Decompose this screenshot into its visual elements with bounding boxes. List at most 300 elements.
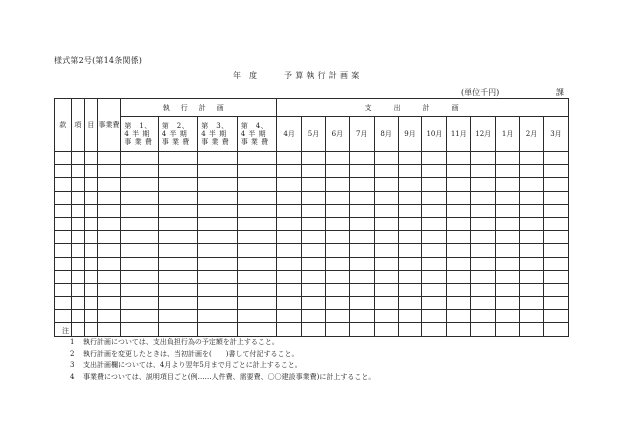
table-cell[interactable] <box>374 310 398 323</box>
table-cell[interactable] <box>97 283 121 296</box>
table-cell[interactable] <box>543 323 568 336</box>
table-cell[interactable] <box>422 204 447 217</box>
table-cell[interactable] <box>71 283 84 296</box>
table-cell[interactable] <box>277 244 302 257</box>
table-cell[interactable] <box>471 270 496 283</box>
table-cell[interactable] <box>543 297 568 310</box>
table-cell[interactable] <box>198 244 237 257</box>
table-cell[interactable] <box>71 204 84 217</box>
table-cell[interactable] <box>302 231 326 244</box>
table-cell[interactable] <box>158 178 197 191</box>
table-cell[interactable] <box>85 270 97 283</box>
table-cell[interactable] <box>398 270 422 283</box>
table-cell[interactable] <box>422 283 447 296</box>
table-cell[interactable] <box>198 204 237 217</box>
table-cell[interactable] <box>121 165 158 178</box>
table-cell[interactable] <box>349 297 374 310</box>
table-cell[interactable] <box>302 191 326 204</box>
table-cell[interactable] <box>543 152 568 165</box>
table-cell[interactable] <box>496 244 520 257</box>
table-cell[interactable] <box>543 257 568 270</box>
table-cell[interactable] <box>97 310 121 323</box>
table-cell[interactable] <box>71 231 84 244</box>
note-text: 支出計画欄については、4月より翌年5月まで月ごとに計上すること。 <box>83 361 302 370</box>
quarter-label-line: 4 半 期 <box>201 130 227 138</box>
table-cell[interactable] <box>398 283 422 296</box>
table-cell[interactable] <box>422 165 447 178</box>
table-cell[interactable] <box>520 323 544 336</box>
table-cell[interactable] <box>85 257 97 270</box>
quarter-label-line: 第 4、 <box>240 122 269 130</box>
table-cell[interactable] <box>374 152 398 165</box>
table-cell[interactable] <box>71 310 84 323</box>
table-cell[interactable] <box>398 165 422 178</box>
table-cell[interactable] <box>121 270 158 283</box>
table-cell[interactable] <box>447 244 471 257</box>
table-cell[interactable] <box>302 152 326 165</box>
table-row <box>55 297 569 310</box>
table-cell[interactable] <box>55 178 72 191</box>
table-cell[interactable] <box>55 152 72 165</box>
title-row <box>0 70 630 82</box>
table-cell[interactable] <box>85 310 97 323</box>
table-cell[interactable] <box>71 244 84 257</box>
table-cell[interactable] <box>520 257 544 270</box>
table-cell[interactable] <box>520 244 544 257</box>
table-cell[interactable] <box>325 270 349 283</box>
table-cell[interactable] <box>71 178 84 191</box>
table-cell[interactable] <box>71 257 84 270</box>
table-cell[interactable] <box>543 244 568 257</box>
table-cell[interactable] <box>85 297 97 310</box>
table-cell[interactable] <box>325 152 349 165</box>
table-cell[interactable] <box>496 217 520 230</box>
table-cell[interactable] <box>349 178 374 191</box>
table-cell[interactable] <box>374 165 398 178</box>
table-cell[interactable] <box>374 178 398 191</box>
header-month: 1月 <box>496 117 520 152</box>
table-cell[interactable] <box>85 191 97 204</box>
table-cell[interactable] <box>158 231 197 244</box>
table-cell[interactable] <box>85 178 97 191</box>
table-cell[interactable] <box>55 231 72 244</box>
table-cell[interactable] <box>374 204 398 217</box>
table-cell[interactable] <box>302 270 326 283</box>
table-cell[interactable] <box>237 152 276 165</box>
table-cell[interactable] <box>520 165 544 178</box>
table-cell[interactable] <box>277 165 302 178</box>
table-cell[interactable] <box>520 310 544 323</box>
table-cell[interactable] <box>121 217 158 230</box>
quarter-label-line: 事 業 費 <box>161 138 190 146</box>
table-cell[interactable] <box>277 178 302 191</box>
table-cell[interactable] <box>398 244 422 257</box>
quarter-label-line: 事 業 費 <box>124 138 153 146</box>
table-cell[interactable] <box>374 270 398 283</box>
table-cell[interactable] <box>198 257 237 270</box>
table-cell[interactable] <box>471 244 496 257</box>
table-cell[interactable] <box>496 297 520 310</box>
table-cell[interactable] <box>520 191 544 204</box>
table-cell[interactable] <box>302 165 326 178</box>
table-cell[interactable] <box>121 244 158 257</box>
table-cell[interactable] <box>71 152 84 165</box>
table-cell[interactable] <box>543 310 568 323</box>
header-expenditure-plan: 支出計画 <box>277 99 569 117</box>
table-cell[interactable] <box>71 270 84 283</box>
table-cell[interactable] <box>325 178 349 191</box>
table-cell[interactable] <box>398 231 422 244</box>
table-cell[interactable] <box>374 297 398 310</box>
table-cell[interactable] <box>198 270 237 283</box>
table-cell[interactable] <box>121 191 158 204</box>
table-cell[interactable] <box>520 217 544 230</box>
table-cell[interactable] <box>398 152 422 165</box>
table-cell[interactable] <box>237 270 276 283</box>
table-cell[interactable] <box>471 165 496 178</box>
table-cell[interactable] <box>349 217 374 230</box>
table-cell[interactable] <box>349 310 374 323</box>
table-cell[interactable] <box>198 217 237 230</box>
notes-heading: 注 <box>62 327 69 335</box>
table-cell[interactable] <box>277 310 302 323</box>
table-cell[interactable] <box>422 323 447 336</box>
table-cell[interactable] <box>277 257 302 270</box>
table-cell[interactable] <box>471 152 496 165</box>
table-cell[interactable] <box>97 270 121 283</box>
table-cell[interactable] <box>158 204 197 217</box>
table-cell[interactable] <box>158 257 197 270</box>
table-cell[interactable] <box>422 231 447 244</box>
table-cell[interactable] <box>325 165 349 178</box>
table-cell[interactable] <box>97 231 121 244</box>
table-cell[interactable] <box>237 165 276 178</box>
notes <box>62 326 375 383</box>
table-cell[interactable] <box>398 191 422 204</box>
table-cell[interactable] <box>471 204 496 217</box>
table-cell[interactable] <box>97 244 121 257</box>
table-cell[interactable] <box>496 270 520 283</box>
table-cell[interactable] <box>97 152 121 165</box>
table-cell[interactable] <box>121 257 158 270</box>
table-cell[interactable] <box>237 191 276 204</box>
table-cell[interactable] <box>277 204 302 217</box>
table-cell[interactable] <box>496 231 520 244</box>
table-cell[interactable] <box>447 217 471 230</box>
table-cell[interactable] <box>97 217 121 230</box>
table-cell[interactable] <box>55 191 72 204</box>
table-cell[interactable] <box>85 244 97 257</box>
table-cell[interactable] <box>158 310 197 323</box>
table-cell[interactable] <box>447 165 471 178</box>
table-cell[interactable] <box>471 178 496 191</box>
table-cell[interactable] <box>198 283 237 296</box>
table-cell[interactable] <box>237 283 276 296</box>
table-cell[interactable] <box>543 165 568 178</box>
table-cell[interactable] <box>302 244 326 257</box>
table-cell[interactable] <box>374 217 398 230</box>
table-cell[interactable] <box>158 152 197 165</box>
table-cell[interactable] <box>97 165 121 178</box>
quarter-label-line: 第 2、 <box>161 122 190 130</box>
table-cell[interactable] <box>55 204 72 217</box>
table-cell[interactable] <box>325 257 349 270</box>
table-cell[interactable] <box>237 244 276 257</box>
table-cell[interactable] <box>85 283 97 296</box>
table-cell[interactable] <box>158 165 197 178</box>
quarter-label-line: 事 業 費 <box>201 138 230 146</box>
table-cell[interactable] <box>398 204 422 217</box>
table-cell[interactable] <box>543 283 568 296</box>
table-cell[interactable] <box>97 204 121 217</box>
table-cell[interactable] <box>374 283 398 296</box>
table-cell[interactable] <box>447 310 471 323</box>
table-cell[interactable] <box>325 231 349 244</box>
table-cell[interactable] <box>447 178 471 191</box>
table-cell[interactable] <box>496 323 520 336</box>
table-cell[interactable] <box>198 310 237 323</box>
table-cell[interactable] <box>55 217 72 230</box>
table-cell[interactable] <box>349 257 374 270</box>
table-cell[interactable] <box>398 178 422 191</box>
table-cell[interactable] <box>158 217 197 230</box>
table-cell[interactable] <box>447 297 471 310</box>
table-cell[interactable] <box>325 297 349 310</box>
table-cell[interactable] <box>543 217 568 230</box>
table-cell[interactable] <box>349 204 374 217</box>
document-title: 予算執行計画案 <box>284 71 363 80</box>
table-cell[interactable] <box>447 231 471 244</box>
header-execution-plan: 執行計画 <box>121 99 277 117</box>
table-cell[interactable] <box>471 323 496 336</box>
table-cell[interactable] <box>325 204 349 217</box>
table-cell[interactable] <box>496 152 520 165</box>
header-jigyouhi: 事業費 <box>97 99 121 152</box>
table-cell[interactable] <box>85 165 97 178</box>
table-cell[interactable] <box>158 191 197 204</box>
table-cell[interactable] <box>520 152 544 165</box>
table-cell[interactable] <box>71 165 84 178</box>
table-cell[interactable] <box>158 244 197 257</box>
table-cell[interactable] <box>302 178 326 191</box>
table-cell[interactable] <box>71 191 84 204</box>
table-cell[interactable] <box>121 178 158 191</box>
table-cell[interactable] <box>520 231 544 244</box>
table-cell[interactable] <box>55 165 72 178</box>
table-cell[interactable] <box>302 283 326 296</box>
table-cell[interactable] <box>198 191 237 204</box>
header-kou: 項 <box>71 99 84 152</box>
table-cell[interactable] <box>198 165 237 178</box>
table-cell[interactable] <box>496 191 520 204</box>
table-cell[interactable] <box>520 297 544 310</box>
table-cell[interactable] <box>85 204 97 217</box>
table-cell[interactable] <box>277 231 302 244</box>
table-cell[interactable] <box>121 297 158 310</box>
header-quarter-2 <box>158 117 197 152</box>
table-cell[interactable] <box>471 310 496 323</box>
note-text: 事業費については、説明項目ごと(例……人件費、需要費、〇〇建設事業費)に計上すること。 <box>83 372 376 381</box>
table-cell[interactable] <box>374 323 398 336</box>
table-cell[interactable] <box>349 152 374 165</box>
table-cell[interactable] <box>325 191 349 204</box>
table-cell[interactable] <box>158 283 197 296</box>
table-cell[interactable] <box>447 270 471 283</box>
table-cell[interactable] <box>543 270 568 283</box>
table-cell[interactable] <box>447 191 471 204</box>
table-cell[interactable] <box>496 204 520 217</box>
header-month: 12月 <box>471 117 496 152</box>
table-cell[interactable] <box>277 217 302 230</box>
table-cell[interactable] <box>471 217 496 230</box>
note-number: 3 <box>70 361 75 370</box>
table-cell[interactable] <box>349 231 374 244</box>
table-cell[interactable] <box>447 283 471 296</box>
table-cell[interactable] <box>237 310 276 323</box>
table-cell[interactable] <box>447 204 471 217</box>
table-cell[interactable] <box>85 217 97 230</box>
table-cell[interactable] <box>471 283 496 296</box>
header-month: 3月 <box>543 117 568 152</box>
table-row <box>55 191 569 204</box>
table-cell[interactable] <box>302 217 326 230</box>
table-cell[interactable] <box>198 231 237 244</box>
table-cell[interactable] <box>520 204 544 217</box>
table-cell[interactable] <box>97 257 121 270</box>
table-cell[interactable] <box>237 257 276 270</box>
table-cell[interactable] <box>121 231 158 244</box>
table-cell[interactable] <box>422 244 447 257</box>
table-cell[interactable] <box>422 310 447 323</box>
table-row <box>55 310 569 323</box>
unit-label: (単位千円) <box>461 88 500 97</box>
table-cell[interactable] <box>543 204 568 217</box>
table-cell[interactable] <box>121 204 158 217</box>
table-cell[interactable] <box>71 297 84 310</box>
table-cell[interactable] <box>198 178 237 191</box>
table-cell[interactable] <box>237 231 276 244</box>
table-cell[interactable] <box>158 270 197 283</box>
header-kan: 款 <box>55 99 72 152</box>
table-cell[interactable] <box>471 231 496 244</box>
table-cell[interactable] <box>422 217 447 230</box>
table-cell[interactable] <box>349 165 374 178</box>
table-cell[interactable] <box>374 231 398 244</box>
header-quarter-3 <box>198 117 237 152</box>
table-cell[interactable] <box>302 204 326 217</box>
table-cell[interactable] <box>85 231 97 244</box>
table-cell[interactable] <box>520 270 544 283</box>
table-cell[interactable] <box>302 310 326 323</box>
table-cell[interactable] <box>422 191 447 204</box>
table-cell[interactable] <box>198 297 237 310</box>
table-cell[interactable] <box>520 178 544 191</box>
table-cell[interactable] <box>55 257 72 270</box>
table-cell[interactable] <box>422 178 447 191</box>
table-cell[interactable] <box>277 152 302 165</box>
table-cell[interactable] <box>496 310 520 323</box>
table-row <box>55 283 569 296</box>
table-cell[interactable] <box>277 283 302 296</box>
table-cell[interactable] <box>237 297 276 310</box>
table-cell[interactable] <box>447 152 471 165</box>
table-cell[interactable] <box>55 310 72 323</box>
table-cell[interactable] <box>85 152 97 165</box>
table-cell[interactable] <box>398 310 422 323</box>
table-cell[interactable] <box>496 178 520 191</box>
table-cell[interactable] <box>422 152 447 165</box>
table-cell[interactable] <box>471 257 496 270</box>
table-cell[interactable] <box>325 283 349 296</box>
table-cell[interactable] <box>55 244 72 257</box>
table-cell[interactable] <box>325 244 349 257</box>
table-cell[interactable] <box>121 283 158 296</box>
table-cell[interactable] <box>277 297 302 310</box>
table-cell[interactable] <box>325 310 349 323</box>
table-cell[interactable] <box>71 217 84 230</box>
table-cell[interactable] <box>520 283 544 296</box>
table-cell[interactable] <box>158 297 197 310</box>
table-cell[interactable] <box>325 217 349 230</box>
table-cell[interactable] <box>543 231 568 244</box>
table-cell[interactable] <box>198 152 237 165</box>
table-cell[interactable] <box>374 257 398 270</box>
table-cell[interactable] <box>543 191 568 204</box>
table-cell[interactable] <box>447 323 471 336</box>
table-cell[interactable] <box>374 244 398 257</box>
table-cell[interactable] <box>97 191 121 204</box>
table-cell[interactable] <box>496 165 520 178</box>
table-cell[interactable] <box>496 257 520 270</box>
fiscal-year-label: 年 度 <box>233 71 257 80</box>
table-cell[interactable] <box>471 297 496 310</box>
table-cell[interactable] <box>237 204 276 217</box>
table-cell[interactable] <box>471 191 496 204</box>
table-cell[interactable] <box>422 297 447 310</box>
table-cell[interactable] <box>374 191 398 204</box>
header-month: 10月 <box>422 117 447 152</box>
table-cell[interactable] <box>302 257 326 270</box>
table-cell[interactable] <box>349 270 374 283</box>
table-cell[interactable] <box>97 178 121 191</box>
table-cell[interactable] <box>97 297 121 310</box>
table-cell[interactable] <box>422 257 447 270</box>
table-cell[interactable] <box>447 257 471 270</box>
table-cell[interactable] <box>496 283 520 296</box>
table-cell[interactable] <box>237 217 276 230</box>
table-cell[interactable] <box>55 270 72 283</box>
table-cell[interactable] <box>398 257 422 270</box>
table-cell[interactable] <box>398 217 422 230</box>
table-cell[interactable] <box>349 283 374 296</box>
table-cell[interactable] <box>237 178 276 191</box>
note-text: 執行計画を変更したときは、当初計画を( )書して付記すること。 <box>83 349 299 358</box>
table-cell[interactable] <box>121 152 158 165</box>
table-cell[interactable] <box>398 297 422 310</box>
table-cell[interactable] <box>302 297 326 310</box>
table-row <box>55 244 569 257</box>
table-cell[interactable] <box>121 310 158 323</box>
table-cell[interactable] <box>543 178 568 191</box>
table-cell[interactable] <box>277 191 302 204</box>
table-cell[interactable] <box>398 323 422 336</box>
table-cell[interactable] <box>55 283 72 296</box>
table-cell[interactable] <box>349 191 374 204</box>
table-cell[interactable] <box>55 297 72 310</box>
table-cell[interactable] <box>422 270 447 283</box>
table-cell[interactable] <box>349 244 374 257</box>
table-cell[interactable] <box>277 270 302 283</box>
